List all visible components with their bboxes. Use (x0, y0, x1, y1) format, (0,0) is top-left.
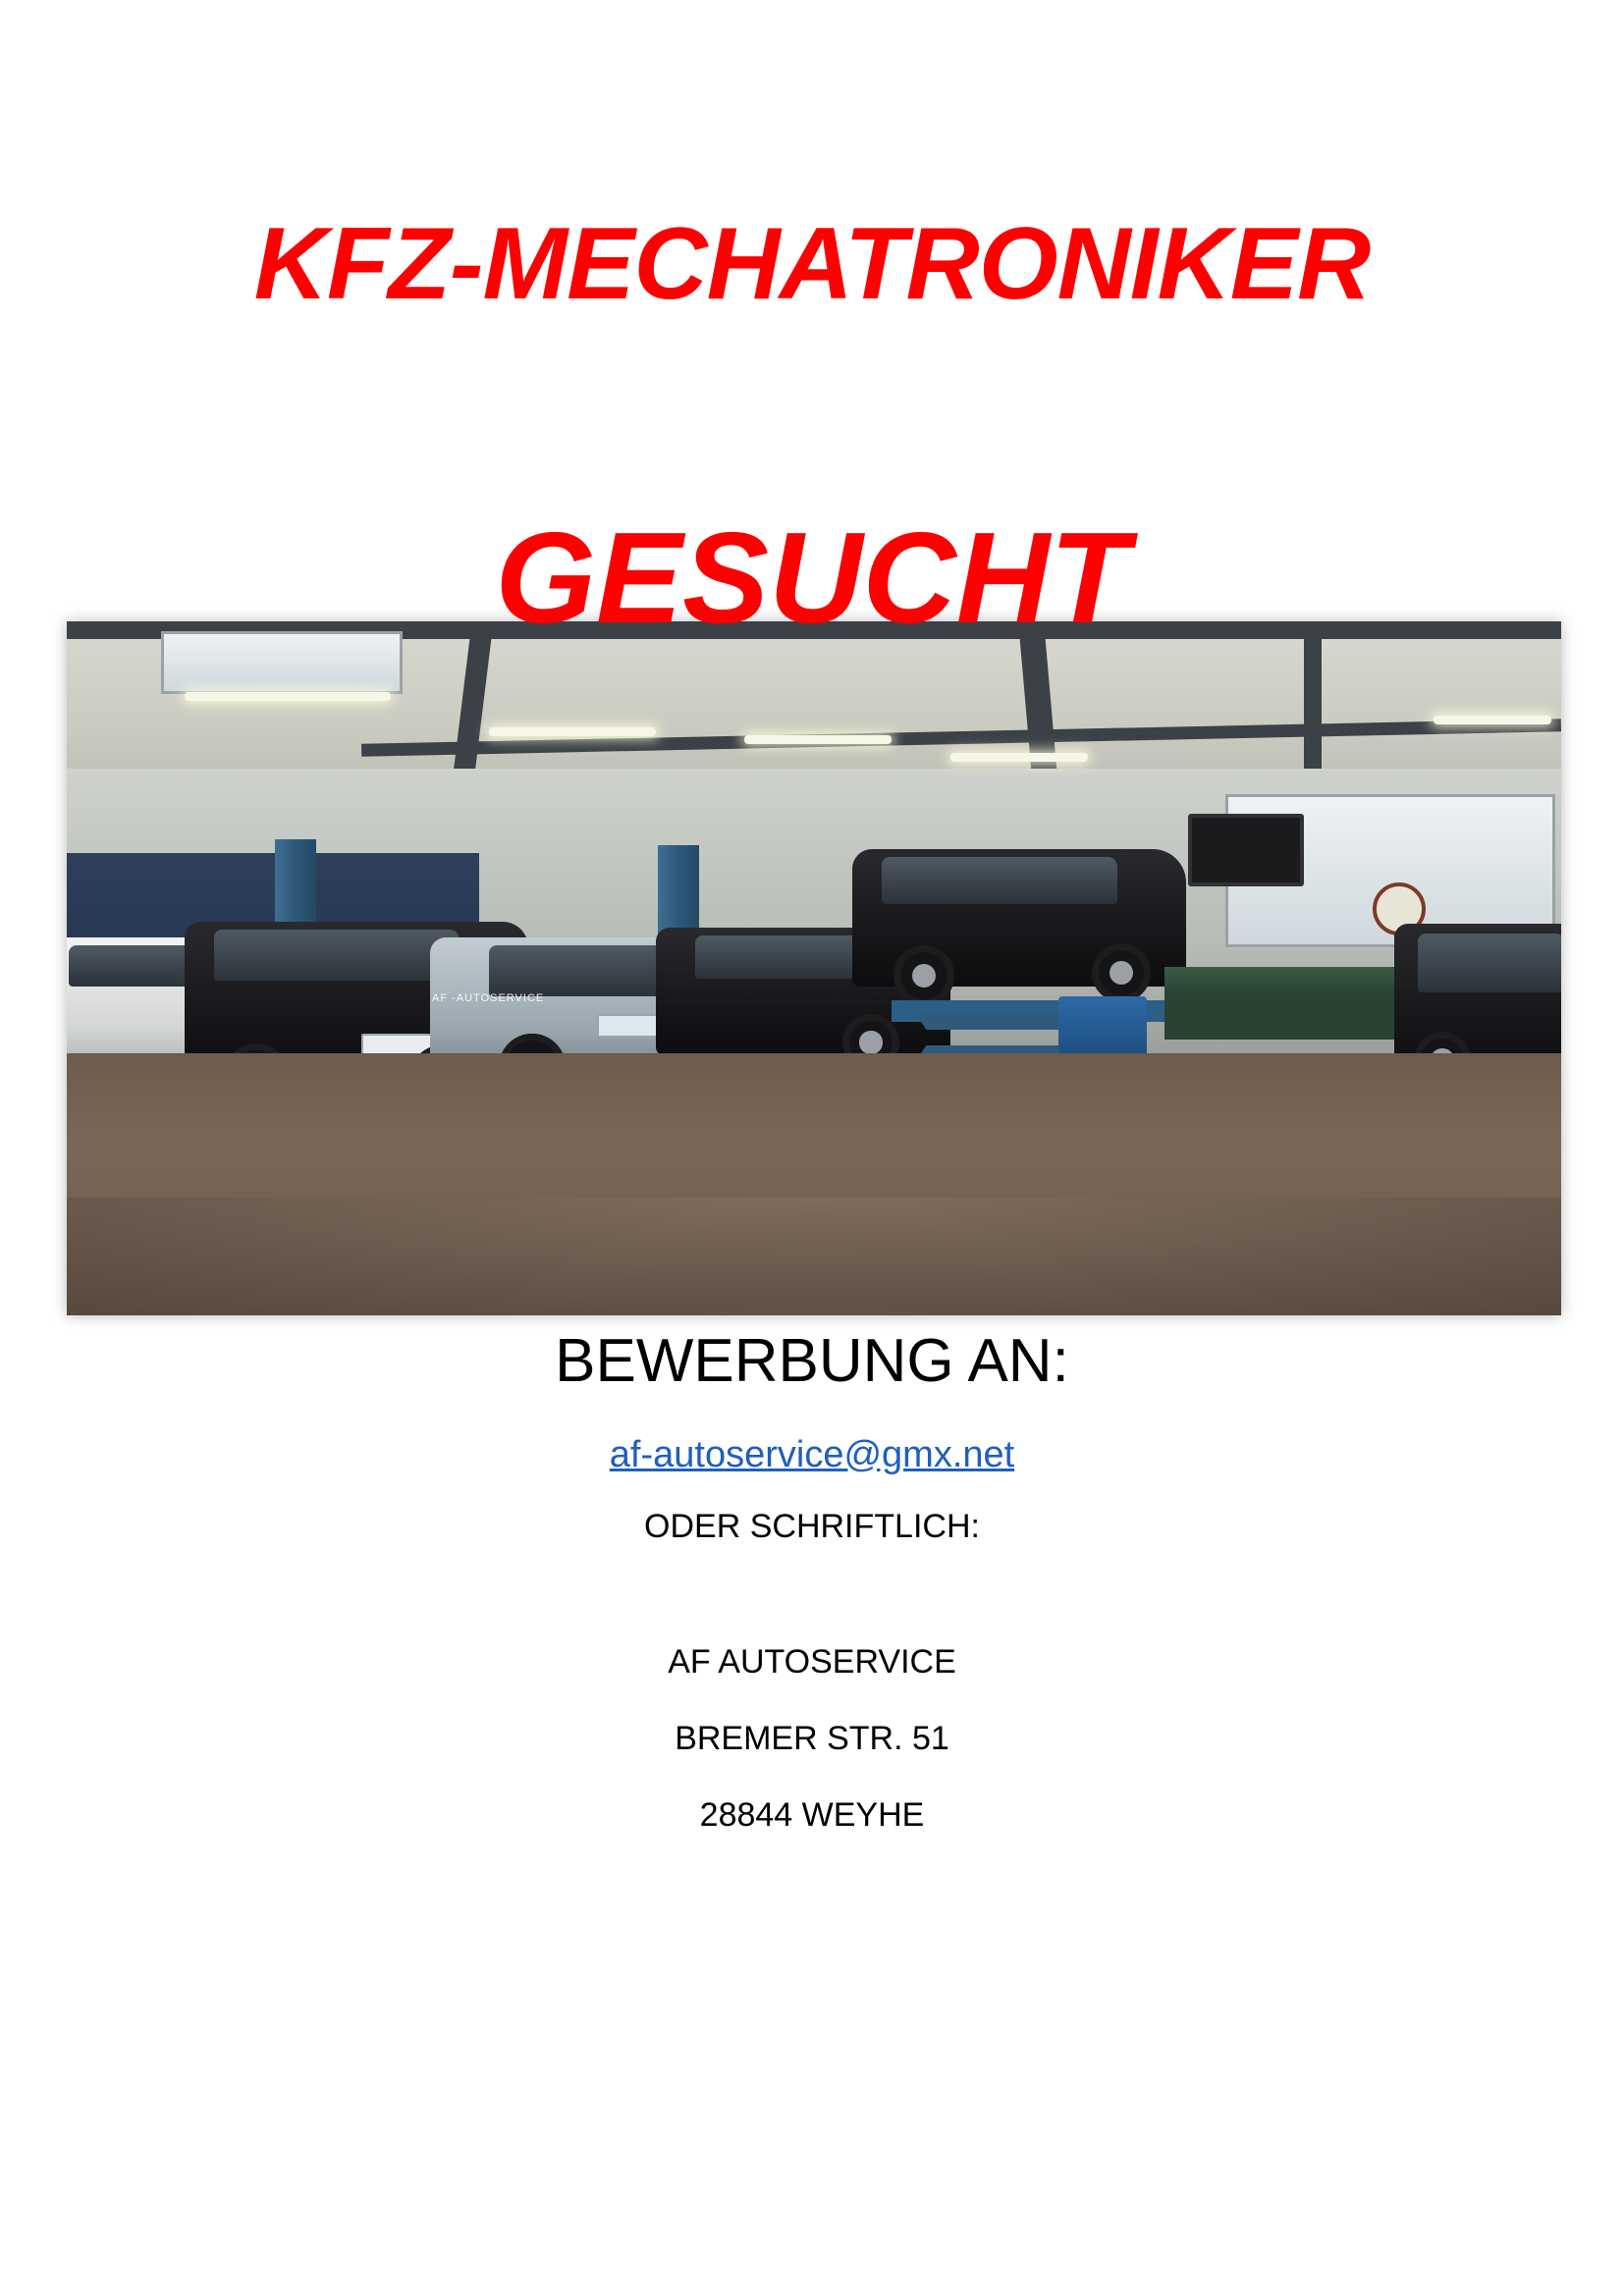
headline-primary: KFZ-MECHATRONIKER (253, 207, 1371, 321)
ceiling-lamp (185, 692, 391, 701)
call-to-action: BEWERBUNG AN: (555, 1327, 1069, 1395)
wheel (1092, 943, 1151, 1002)
vehicle-window (882, 857, 1117, 904)
monitor (1188, 814, 1304, 886)
spacer (0, 1575, 1624, 1640)
vehicle-window (69, 945, 196, 987)
ceiling-lamp (489, 727, 656, 736)
address-company: AF AUTOSERVICE (668, 1643, 956, 1682)
email-line (0, 1431, 1624, 1479)
vehicle-window (214, 930, 460, 981)
headline-secondary: GESUCHT (495, 506, 1129, 650)
address-street: BREMER STR. 51 (675, 1720, 949, 1758)
address-city: 28844 WEYHE (699, 1796, 925, 1835)
workshop-decal: AF -AUTOSERVICE (432, 992, 545, 1004)
workshop-floor (67, 1053, 1561, 1315)
workshop-photo-scene (67, 621, 1561, 1315)
ceiling-lamp (950, 753, 1088, 762)
vehicle-window (1418, 934, 1561, 992)
ceiling-lamp (744, 735, 892, 744)
ceiling-lamp (1434, 716, 1551, 724)
workshop-photo (67, 621, 1561, 1315)
contact-block (0, 1323, 1624, 1871)
wheel (893, 945, 954, 1006)
email-link[interactable]: af-autoservice@gmx.net (609, 1433, 1015, 1475)
alt-instruction: ODER SCHRIFTLICH: (644, 1507, 980, 1545)
